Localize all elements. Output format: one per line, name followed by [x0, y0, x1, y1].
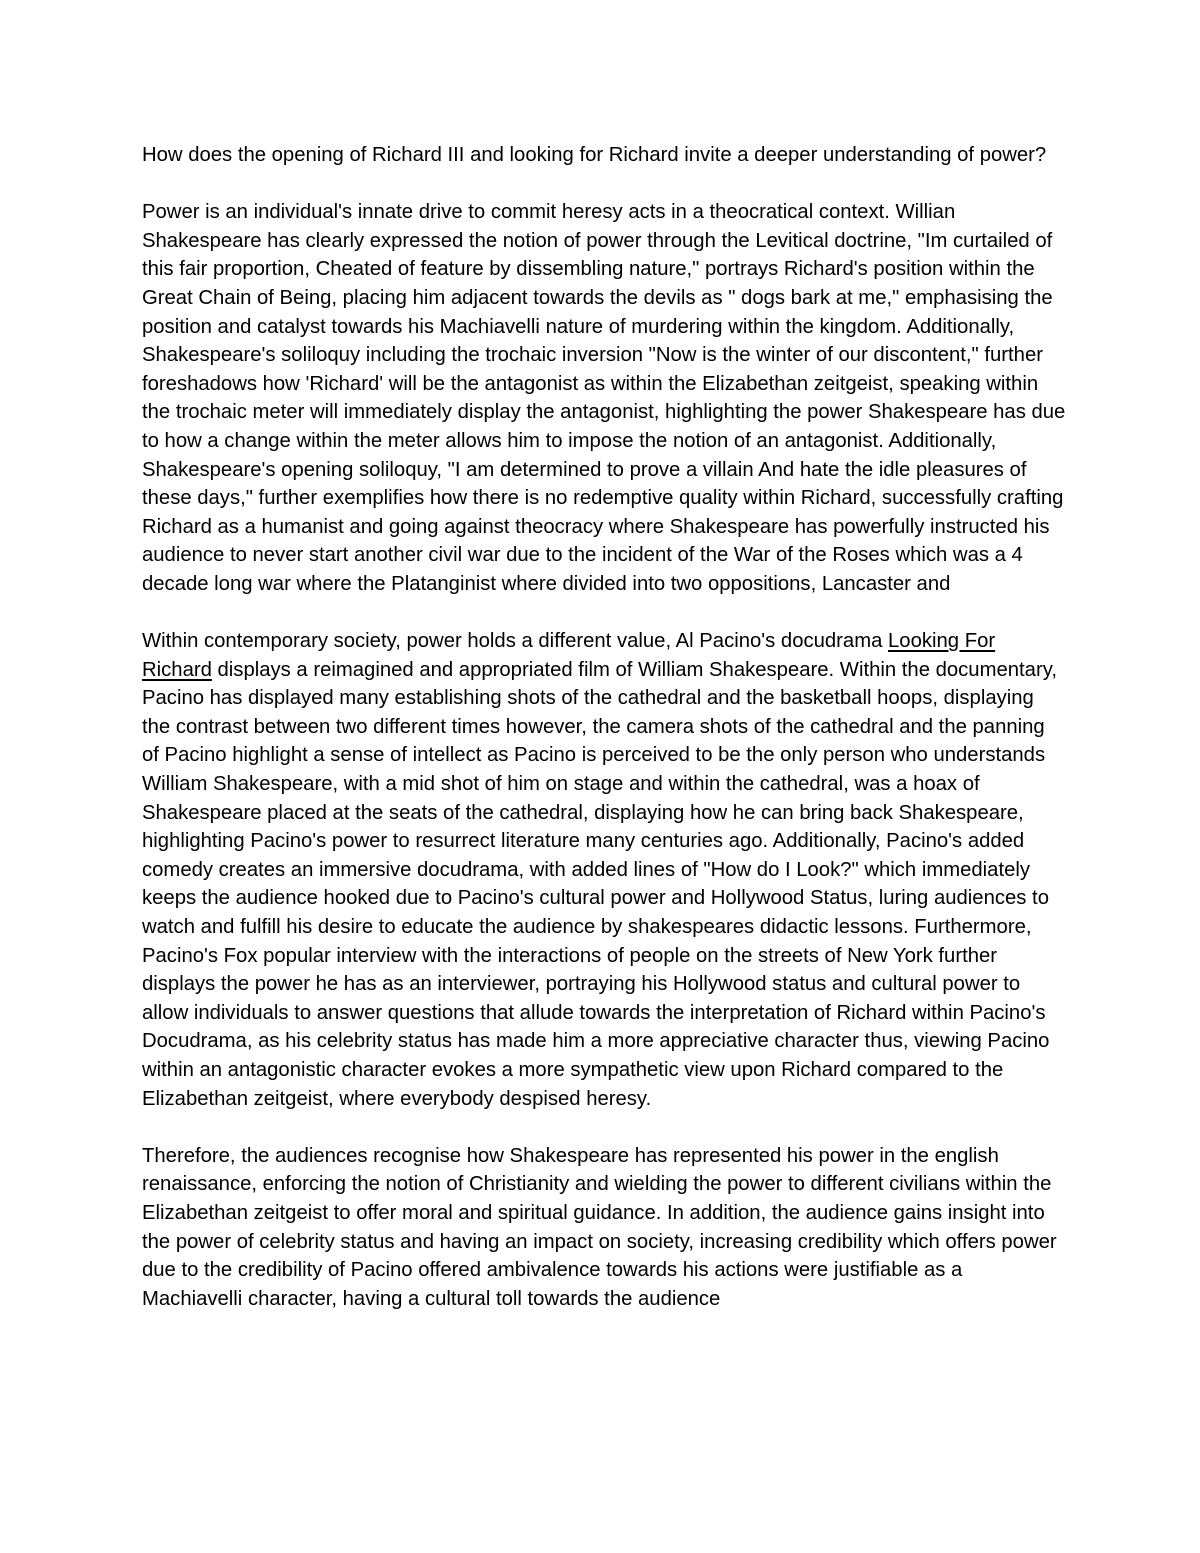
- document-page: [142, 141, 1067, 1342]
- paragraph-1: Power is an individual's innate drive to commit heresy acts in a theocratical context. Willian Shakespeare has clearly expressed the notion of power through the Levitical doctrine, "Im curtailed of this fair proportion, Cheated of feature by dissembling nature," portrays Richard's position within the Great Chain of Being, placing him adjacent towards the devils as " dogs bark at me," emphasising the position and catalyst towards his Machiavelli nature of murdering within the kingdom. Additionally, Shakespeare's soliloquy including the trochaic inversion "Now is the winter of our discontent," further foreshadows how 'Richard' will be the antagonist as within the Elizabethan zeitgeist, speaking within the trochaic meter will immediately display the antagonist, highlighting the power Shakespeare has due to how a change within the meter allows him to impose the notion of an antagonist. Additionally, Shakespeare's opening soliloquy, "I am determined to prove a villain And hate the idle pleasures of these days," further exemplifies how there is no redemptive quality within Richard, successfully crafting Richard as a humanist and going against theocracy where Shakespeare has powerfully instructed his audience to never start another civil war due to the incident of the War of the Roses which was a 4 decade long war where the Platanginist where divided into two oppositions, Lancaster and: [142, 201, 1066, 595]
- paragraph-2-intro: Within contemporary society, power holds a different value, Al Pacino's docudrama: [142, 630, 889, 653]
- film-title: Looking For Richard: [142, 630, 996, 681]
- essay-question: How does the opening of Richard III and looking for Richard invite a deeper understanding of power?: [142, 144, 1047, 166]
- paragraph-2: [142, 627, 1067, 1113]
- paragraph-3: Therefore, the audiences recognise how Shakespeare has represented his power in the english renaissance, enforcing the notion of Christianity and wielding the power to different civilians within the Elizabethan zeitgeist to offer moral and spiritual guidance. In addition, the audience gains insight into the power of celebrity status and having an impact on society, increasing credibility which offers power due to the credibility of Pacino offered ambivalence towards his actions were justifiable as a Machiavelli character, having a cultural toll towards the audience: [142, 1144, 1057, 1310]
- paragraph-2-body: displays a reimagined and appropriated film of William Shakespeare. Within the documentary, Pacino has displayed many establishing shots of the cathedral and the basketball hoops, displaying the contrast between two different times however, the camera shots of the cathedral and the panning of Pacino highlight a sense of intellect as Pacino is perceived to be the only person who understands William Shakespeare, with a mid shot of him on stage and within the cathedral, was a hoax of Shakespeare placed at the seats of the cathedral, displaying how he can bring back Shakespeare, highlighting Pacino's power to resurrect literature many centuries ago. Additionally, Pacino's added comedy creates an immersive docudrama, with added lines of "How do I Look?" which immediately keeps the audience hooked due to Pacino's cultural power and Hollywood Status, luring audiences to watch and fulfill his desire to educate the audience by shakespeares didactic lessons. Furthermore, Pacino's Fox popular interview with the interactions of people on the streets of New York further displays the power he has as an interviewer, portraying his Hollywood status and cultural power to allow individuals to answer questions that allude towards the interpretation of Richard within Pacino's Docudrama, as his celebrity status has made him a more appreciative character thus, viewing Pacino within an antagonistic character evokes a more sympathetic view upon Richard compared to the Elizabethan zeitgeist, where everybody despised heresy.: [142, 658, 1057, 1110]
